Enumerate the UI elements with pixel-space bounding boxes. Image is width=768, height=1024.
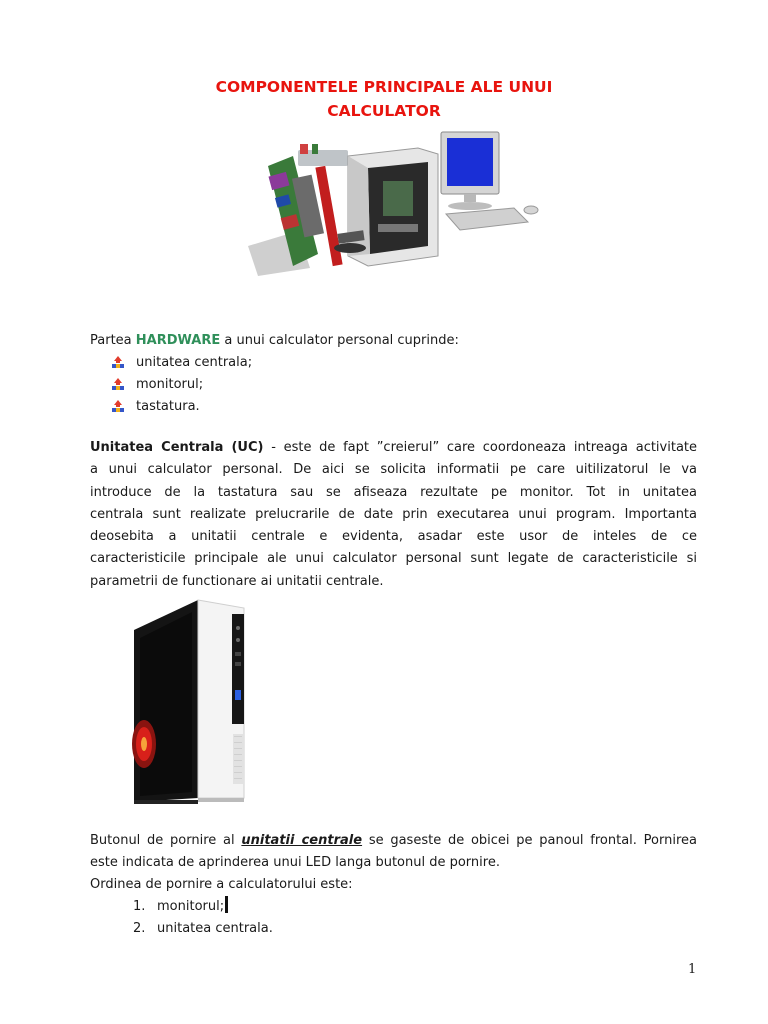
page-number: 1 [688,962,697,977]
paragraph-line [90,830,697,852]
colored-arrow-bullet-icon [112,356,124,368]
item-text: unitatea centrala. [157,921,273,936]
component-label: tastatura. [136,399,200,414]
document-title-line-2: CALCULATOR [327,102,441,120]
item-number: 1. [133,899,146,914]
paragraph-text: - este de fapt ”creierul” care coordoneaza intreaga activitate [263,440,698,455]
paragraph-text: Butonul de pornire al [90,833,242,848]
pc-tower-image [126,594,256,806]
power-button-paragraph [90,830,697,875]
central-unit-term: Unitatea Centrala (UC) [90,440,264,455]
hardware-intro [90,330,459,352]
startup-order-item [133,918,273,940]
paragraph-line [90,437,697,459]
central-unit-paragraph [90,437,697,593]
component-label: unitatea centrala; [136,355,253,370]
hardware-highlight: HARDWARE [135,333,221,348]
component-label: monitorul; [136,377,204,392]
colored-arrow-bullet-icon [112,378,124,390]
paragraph-line: centrala sunt realizate prelucrarile de date prin executarea unui program. Importanta [90,506,697,522]
paragraph-text: se gaseste de obicei pe panoul frontal. Pornirea [362,833,698,848]
paragraph-line: caracteristicile principale ale unui calculator personal sunt legate de caracteristicile si [90,551,697,567]
central-unit-emphasis: unitatii centrale [241,833,363,848]
paragraph-line: introduce de la tastatura sau se afiseaza rezultate pe monitor. Tot in unitatea [90,484,697,500]
intro-prefix: Partea [90,333,136,348]
paragraph-line: deosebita a unitatii centrale e evidenta, asadar este usor de inteles de ce [90,529,697,545]
item-number: 2. [133,921,146,936]
startup-order-item [133,896,228,918]
computer-components-illustration [238,126,543,276]
startup-order-heading: Ordinea de pornire a calculatorului este: [90,877,353,892]
text-cursor [225,896,228,913]
paragraph-line: parametrii de functionare ai unitatii centrale. [90,573,384,589]
item-text: monitorul; [157,899,225,914]
document-title-line-1: COMPONENTELE PRINCIPALE ALE UNUI [215,78,553,96]
colored-arrow-bullet-icon [112,400,124,412]
intro-suffix: a unui calculator personal cuprinde: [220,333,459,348]
paragraph-line: este indicata de aprinderea unui LED langa butonul de pornire. [90,855,500,871]
paragraph-line: a unui calculator personal. De aici se solicita informatii pe care uitilizatorul le va [90,462,697,478]
